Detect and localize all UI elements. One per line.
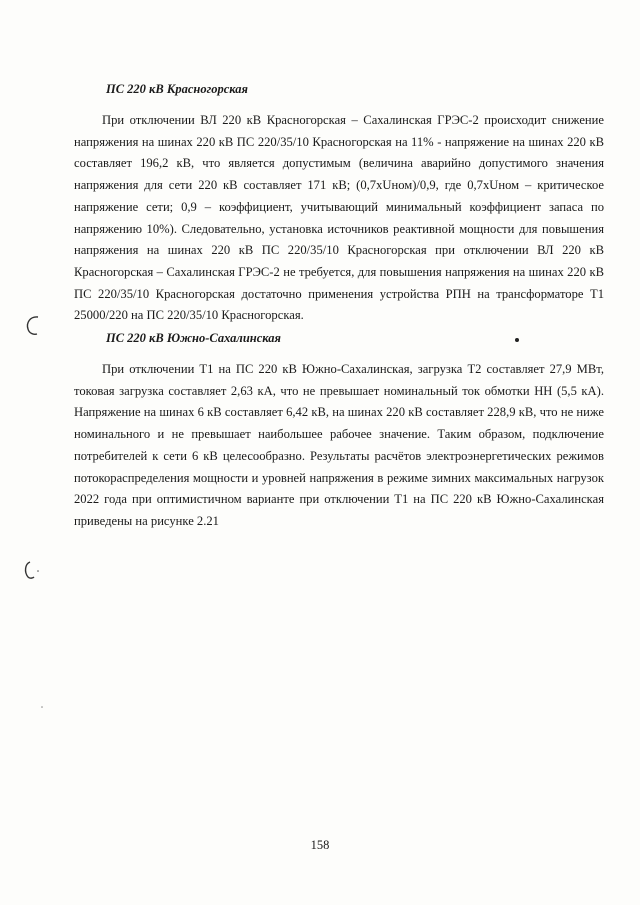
binder-hole-mark	[20, 558, 42, 582]
paragraph-line: напряжение сети; 0,9 – коэффициент, учитывающий минимальный коэффициент запаса по	[74, 199, 604, 214]
paragraph-krasnogorskaya	[74, 110, 604, 327]
paragraph-line: напряжения для сети 220 кВ составляет 171 кВ; (0,7хUном)/0,9, где 0,7хUном – критическое	[74, 178, 604, 193]
paragraph-line: напряжению 10%). Следовательно, установка источников реактивной мощности для повышения	[74, 221, 604, 236]
paragraph-line: потребителей к сети 6 кВ целесообразно. Результаты расчётов электроэнергетических режимов	[74, 448, 604, 463]
paragraph-line: составляет 196,2 кВ, что является допустимым (величина аварийно допустимого значения	[74, 156, 604, 171]
section-heading-yuzhno-sakhalinskaya: ПС 220 кВ Южно-Сахалинская	[106, 331, 281, 345]
paragraph-line: напряжения на шинах 220 кВ ПС 220/35/10 Красногорская при отключении ВЛ 220 кВ	[74, 243, 604, 258]
paragraph-line: напряжения на шинах 220 кВ ПС 220/35/10 Красногорская на 11% - напряжение на шинах 220 кВ	[74, 134, 604, 149]
paragraph-line: 2022 года при оптимистичном варианте при отключении Т1 на ПС 220 кВ Южно-Сахалинская	[74, 492, 604, 507]
paragraph-line: Напряжение на шинах 6 кВ составляет 6,42 кВ, на шинах 220 кВ составляет 228,9 кВ, что не ниже	[74, 405, 604, 420]
paragraph-line: При отключении ВЛ 220 кВ Красногорская – Сахалинская ГРЭС-2 происходит снижение	[102, 113, 604, 127]
speck-mark	[514, 337, 520, 343]
paragraph-line: 25000/220 на ПС 220/35/10 Красногорская.	[74, 308, 304, 323]
paragraph-line: Красногорская – Сахалинская ГРЭС-2 не требуется, для повышения напряжения на шинах 220 кВ	[74, 264, 604, 279]
section-heading-krasnogorskaya: ПС 220 кВ Красногорская	[106, 82, 248, 96]
binder-hole-mark	[24, 314, 46, 338]
page-number: 158	[310, 838, 330, 852]
paragraph-line: При отключении Т1 на ПС 220 кВ Южно-Сахалинская, загрузка Т2 составляет 27,9 МВт,	[102, 362, 604, 376]
paragraph-line: номинального и не превышает наибольшее рабочее значение. Таким образом, подключение	[74, 427, 604, 442]
paragraph-line: токовая загрузка составляет 2,63 кА, что не превышает номинальный ток обмотки НН (5,5 кА).	[74, 383, 604, 398]
speck-mark	[40, 705, 44, 709]
paragraph-yuzhno-sakhalinskaya	[74, 359, 604, 533]
paragraph-line: потокораспределения мощности и уровней напряжения в режиме зимних максимальных нагрузок	[74, 470, 604, 485]
paragraph-line: приведены на рисунке 2.21	[74, 513, 219, 528]
paragraph-line: ПС 220/35/10 Красногорская достаточно применения устройства РПН на трансформаторе Т1	[74, 286, 604, 301]
